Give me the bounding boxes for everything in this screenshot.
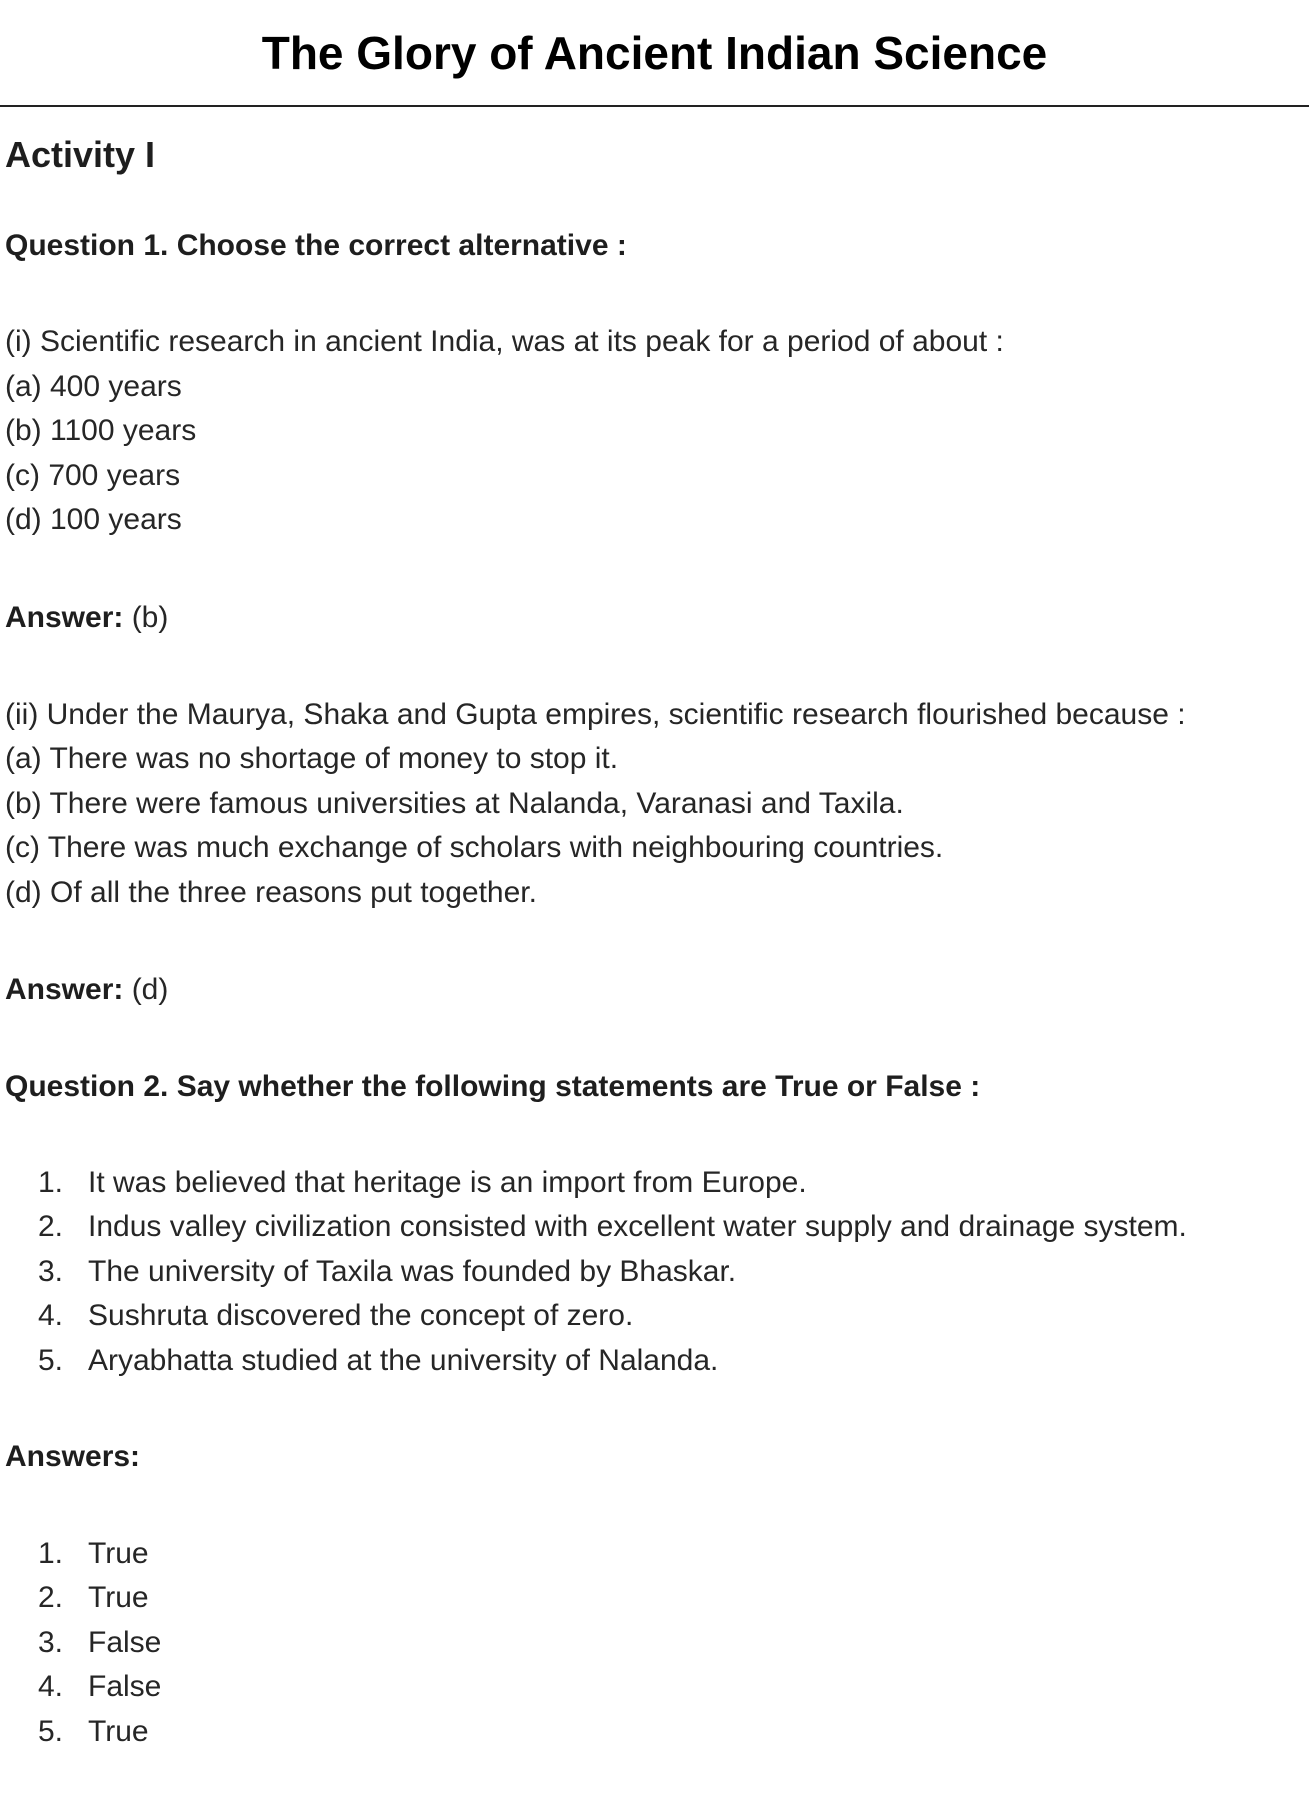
mcq-option: (c) 700 years: [5, 458, 181, 492]
mcq-option: (a) 400 years: [5, 369, 182, 403]
list-item: [5, 1205, 1305, 1249]
list-number: 5.: [38, 1714, 64, 1748]
list-number: 1.: [38, 1537, 64, 1571]
list-item: [5, 1532, 1305, 1576]
answer-value: (d): [123, 973, 169, 1006]
answer-text: True: [88, 1714, 149, 1748]
list-number: 1.: [38, 1166, 64, 1199]
mcq-item-1: [5, 320, 1305, 543]
statement-text: The university of Taxila was founded by Bhaskar.: [88, 1254, 737, 1288]
list-number: 2.: [38, 1210, 64, 1244]
question-2-heading: Question 2. Say whether the following statements are True or False :: [5, 1070, 981, 1103]
mcq-stem: (ii) Under the Maurya, Shaka and Gupta empires, scientific research flourished because :: [5, 697, 1186, 731]
statement-list: [5, 1161, 1305, 1383]
mcq-option: (d) Of all the three reasons put together.: [5, 875, 537, 909]
page-title: The Glory of Ancient Indian Science: [261, 26, 1048, 79]
list-item: [5, 1294, 1305, 1338]
mcq-option: (c) There was much exchange of scholars with neighbouring countries.: [5, 831, 944, 864]
mcq-answer-1: [5, 596, 1305, 640]
answer-label: Answer:: [5, 600, 124, 634]
answer-label: Answer:: [5, 973, 124, 1006]
title-divider: [0, 105, 1309, 107]
answer-value: (b): [123, 600, 169, 634]
list-number: 5.: [38, 1343, 64, 1377]
mcq-option: (b) 1100 years: [5, 414, 197, 447]
list-number: 4.: [38, 1670, 64, 1704]
activity-heading: Activity I: [5, 134, 156, 175]
mcq-option: (d) 100 years: [5, 503, 182, 536]
mcq-option: (b) There were famous universities at Nalanda, Varanasi and Taxila.: [5, 786, 904, 820]
list-number: 4.: [38, 1299, 64, 1333]
statement-text: Sushruta discovered the concept of zero.: [88, 1299, 634, 1333]
answer-text: False: [88, 1670, 162, 1704]
mcq-item-2: [5, 693, 1305, 916]
answer-list: [5, 1532, 1305, 1754]
list-number: 3.: [38, 1254, 64, 1288]
mcq-option: (a) There was no shortage of money to stop it.: [5, 742, 619, 775]
question-1-heading: Question 1. Choose the correct alternative :: [5, 229, 627, 262]
list-item: [5, 1339, 1305, 1383]
answers-heading: Answers:: [5, 1440, 141, 1474]
list-number: 3.: [38, 1625, 64, 1659]
list-item: [5, 1161, 1305, 1205]
list-item: [5, 1250, 1305, 1294]
answer-text: True: [88, 1581, 149, 1615]
answer-text: True: [88, 1537, 149, 1571]
mcq-stem: (i) Scientific research in ancient India, was at its peak for a period of about :: [5, 325, 1004, 358]
document-body: [5, 132, 1305, 1806]
answer-text: False: [88, 1625, 162, 1659]
list-item: [5, 1621, 1305, 1665]
list-item: [5, 1665, 1305, 1709]
list-item: [5, 1576, 1305, 1620]
list-number: 2.: [38, 1581, 64, 1615]
statement-text: It was believed that heritage is an import from Europe.: [88, 1166, 807, 1199]
statement-text: Indus valley civilization consisted with excellent water supply and drainage system.: [88, 1210, 1187, 1244]
mcq-answer-2: [5, 968, 1305, 1012]
statement-text: Aryabhatta studied at the university of Nalanda.: [88, 1343, 719, 1377]
list-item: [5, 1710, 1305, 1754]
